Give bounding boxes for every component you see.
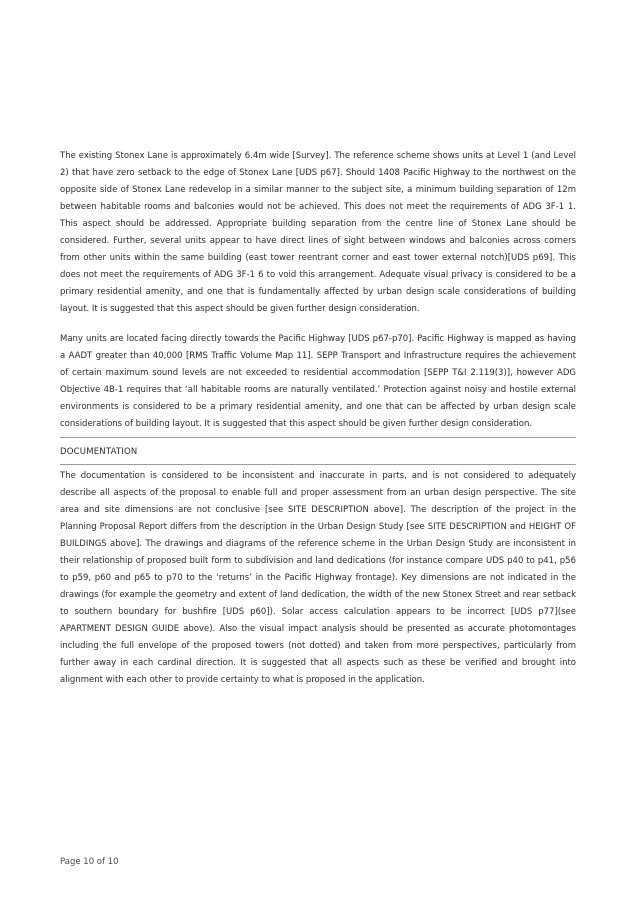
paragraph-documentation: The documentation is considered to be inconsistent and inaccurate in parts, and is not considered to adequately describe all aspects of the proposal to enable full and proper assessment from an urban design perspective. The site area and site dimensions are not conclusive [see SITE DESCRIPTION above]. The description of the project in the Planning Proposal Report differs from the description in the Urban Design Study [see SITE DESCRIPTION and HEIGHT OF BUILDINGS above]. The drawings and diagrams of the reference scheme in the Urban Design Study are inconsistent in their relationship of proposed built form to subdivision and land dedications (for instance compare UDS p40 to p41, p56 to p59, p60 and p65 to p70 to the ‘returns’ in the Pacific Highway frontage). Key dimensions are not indicated in the drawings (for example the geometry and extent of land dedication, the width of the new Stonex Street and rear setback to southern boundary for bushfire [UDS p60]). Solar access calculation appears to be incorrect [UDS p77](see APARTMENT DESIGN GUIDE above). Also the visual impact analysis should be presented as accurate photomontages including the full envelope of the proposed towers (not dotted) and taken from more perspectives, particularly from further away in each cardinal direction. It is suggested that all aspects such as these be verified and brought into alignment with each other to provide certainty to what is proposed in the application. — [60, 471, 576, 685]
page-content — [60, 148, 576, 689]
section-divider-bottom — [60, 464, 576, 465]
section-heading-documentation: DOCUMENTATION — [60, 447, 138, 457]
page-number: Page 10 of 10 — [60, 857, 119, 867]
paragraph-pacific-highway: Many units are located facing directly towards the Pacific Highway [UDS p67-p70]. Pacific Highway is mapped as having a AADT greater than 40,000 [RMS Traffic Volume Map 11]. SEPP Transport and Infrastructure requires the achievement of certain maximum sound levels are not exceeded to residential accommodation [SEPP T&I 2.119(3)], however ADG Objective 4B-1 requires that ‘all habitable rooms are naturally ventilated.’ Protection against noisy and hostile external environments is considered to be a primary residential amenity, and one that can be affected by urban design scale considerations of building layout. It is suggested that this aspect should be given further design consideration. — [60, 334, 576, 429]
paragraph-stonex-lane: The existing Stonex Lane is approximately 6.4m wide [Survey]. The reference scheme shows units at Level 1 (and Level 2) that have zero setback to the edge of Stonex Lane [UDS p67]. Should 1408 Pacific Highway to the northwest on the opposite side of Stonex Lane redevelop in a similar manner to the subject site, a minimum building separation of 12m between habitable rooms and balconies would not be achieved. This does not meet the requirements of ADG 3F-1 1. This aspect should be addressed. Appropriate building separation from the centre line of Stonex Lane should be considered. Further, several units appear to have direct lines of sight between windows and balconies across corners from other units within the same building (east tower reentrant corner and east tower external notch)[UDS p69]. This does not meet the requirements of ADG 3F-1 6 to void this arrangement. Adequate visual privacy is considered to be a primary residential amenity, and one that is fundamentally affected by urban design scale considerations of building layout. It is suggested that this aspect should be given further design consideration. — [60, 151, 576, 314]
paragraph-gap — [60, 318, 576, 331]
